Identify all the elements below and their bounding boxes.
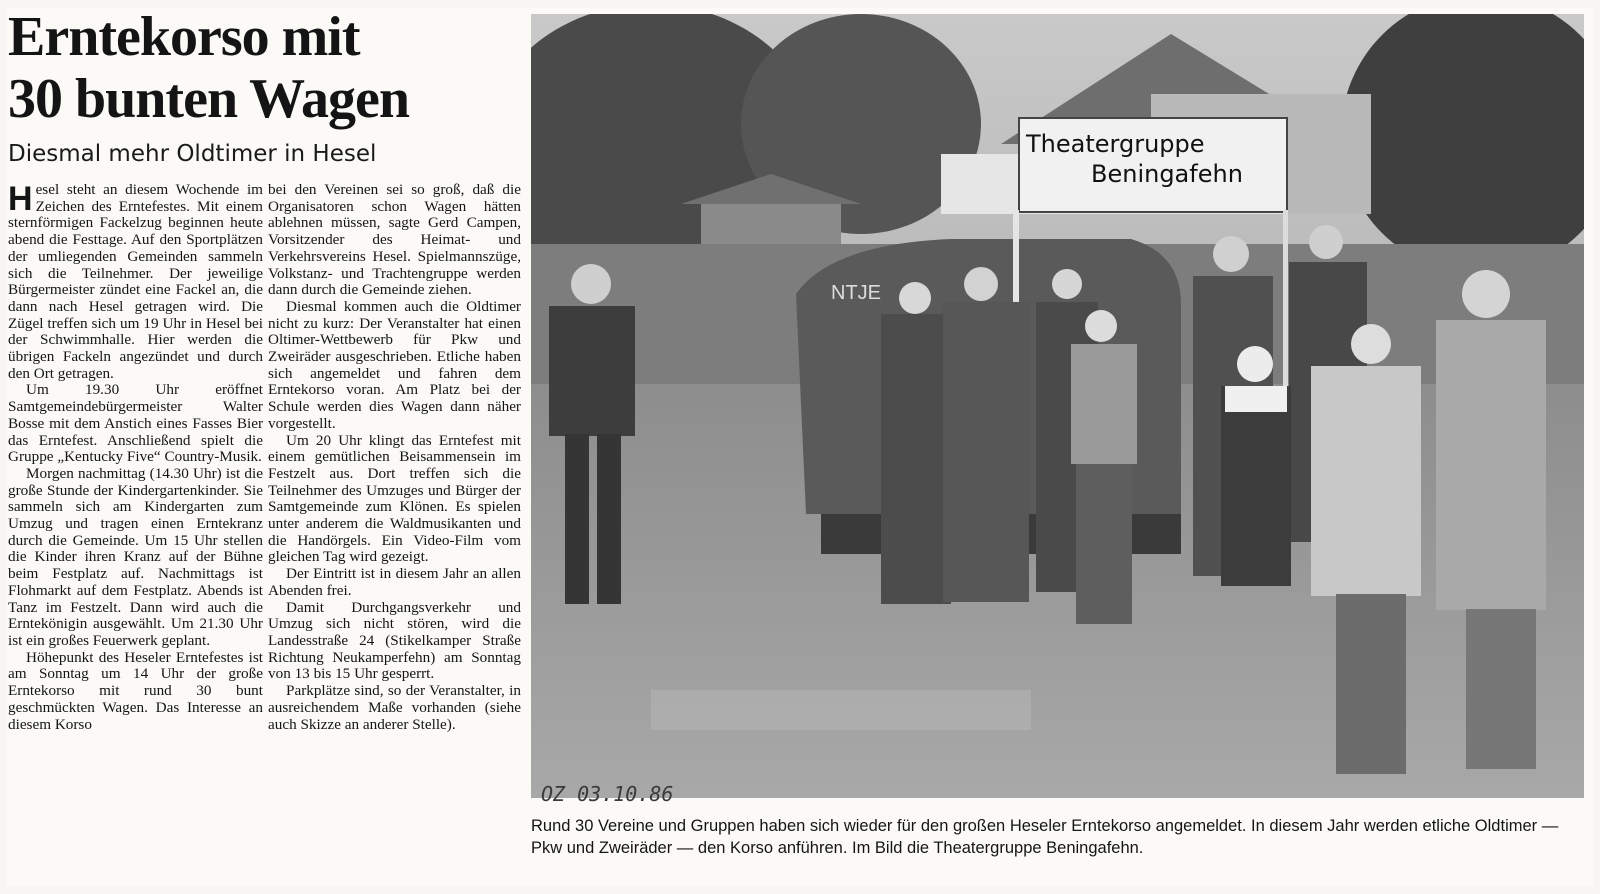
headline-line-1: Erntekorso mit	[8, 6, 360, 68]
paragraph: Morgen nachmittag (14.30 Uhr) ist die große Stunde der Kindergartenkinder. Sie sammeln sich am Kindergarten zum Umzug und tragen einen Erntekranz durch die Gemeinde. Um 15 Uhr stellen die Kinder ihren Kranz auf der Bühne beim Festplatz auf. Nachmittags ist Flohmarkt auf dem Festplatz. Abends ist Tanz im Festzelt. Dann wird auch die Erntekönigin ausgewählt. Um 21.30 Uhr ist ein großes Feuerwerk geplant.	[8, 464, 263, 649]
paragraph-text: esel steht an diesem Wochende im Zeichen des Erntefestes. Mit einem sternförmigen Fackelzug beginnen heute abend die Festtage. Auf den Sportplätzen der umliegenden Gemeinden sammeln sich die Teilnehmer. Der jeweilige Bürgermeister zündet eine Fackel an, die dann nach Hesel getragen wird. Die Zügel treffen sich um 19 Uhr in Hesel bei der Schwimmhalle. Hier werden die übrigen Fackeln angezündet und durch den Ort getragen.	[8, 181, 263, 382]
paragraph: Damit Durchgangsverkehr und Umzug sich nicht stören, wird die Landesstraße 24 (Stikelkamper Straße Richtung Neukamperfehn) am Sonntag von 13 bis 15 Uhr gesperrt.	[268, 598, 521, 683]
woman-dress	[943, 302, 1029, 602]
child-head	[1351, 324, 1391, 364]
headline-line-2: 30 bunten Wagen	[8, 68, 409, 130]
paragraph: Diesmal kommen auch die Oldtimer nicht zu kurz: Der Veranstalter hat einen Oltimer-Wettbewerb für Pkw und Zweiräder ausgeschrieben. Etliche haben sich angemeldet und fahren dem Erntekorso voran. Am Platz bei der Schule werden dies Wagen dann näher vorgestellt.	[268, 297, 521, 432]
man-leg-left	[565, 434, 589, 604]
girl-collar	[1225, 386, 1287, 412]
paragraph: Höhepunkt des Heseler Erntefestes ist am Sonntag um 14 Uhr der große Erntekorso mit rund 30 bunt geschmückten Wagen. Das Interesse an diesem Korso	[8, 648, 263, 733]
child-sweater	[1436, 320, 1546, 610]
girl-head	[1237, 346, 1273, 382]
subheadline: Diesmal mehr Oldtimer in Hesel	[8, 141, 377, 167]
child-sweater	[1311, 366, 1421, 596]
boy-head	[1085, 310, 1117, 342]
woman-head	[1052, 269, 1082, 299]
sign-line-1: Theatergruppe	[1026, 130, 1205, 158]
drop-cap: H	[8, 180, 33, 218]
woman-head	[964, 267, 998, 301]
parade-photo	[531, 14, 1584, 798]
headline	[8, 6, 528, 130]
sign-line-2: Beningafehn	[1091, 160, 1243, 188]
woman-head	[899, 282, 931, 314]
woman-dress	[881, 314, 951, 604]
boat-lettering: NTJE	[831, 282, 881, 304]
paragraph	[8, 182, 263, 382]
girl-dress	[1221, 386, 1291, 586]
article-column-1	[8, 182, 263, 733]
woman-head	[1213, 236, 1249, 272]
man-torso	[549, 306, 635, 436]
man-head	[571, 264, 611, 304]
paragraph: Der Eintritt ist in diesem Jahr an allen Abenden frei.	[268, 565, 521, 599]
child-head	[1462, 270, 1510, 318]
boy-shirt	[1071, 344, 1137, 464]
shop-watermark	[651, 690, 1031, 730]
paragraph: Um 19.30 Uhr eröffnet Samtgemeindebürgermeister Walter Bosse mit dem Anstich eines Fasses Bier das Erntefest. Anschließend spielt die Gruppe „Kentucky Five“ Country-Musik.	[8, 381, 263, 466]
boy-trousers	[1076, 464, 1132, 624]
child-trousers	[1466, 609, 1536, 769]
photo-caption: Rund 30 Vereine und Gruppen haben sich wieder für den großen Heseler Erntekorso angemeldet. In diesem Jahr werden etliche Oldtimer — Pkw und Zweiräder — den Korso anführen. Im Bild die Theatergruppe Beningafehn.	[531, 817, 1559, 857]
paragraph: Um 20 Uhr klingt das Erntefest mit einem gemütlichen Beisammensein im Festzelt aus. Dort treffen sich die Teilnehmer des Umzuges und Bürger der Samtgemeinde zum Klönen. Es spielen unter anderem die Waldmusikanten und die Handörgels. Ein Video-Film vom gleichen Tag wird gezeigt.	[268, 431, 521, 566]
handwritten-date: OZ 03.10.86	[541, 782, 674, 806]
woman-head	[1309, 225, 1343, 259]
paragraph: bei den Vereinen sei so groß, daß die Organisatoren schon Wagen hätten ablehnen müssen, sagte Gerd Campen, Vorsitzender des Heimat- und Verkehrsvereins Hesel. Spielmannszüge, Volkstanz- und Trachtengruppe werden dann durch die Gemeinde ziehen.	[268, 181, 521, 299]
paragraph: Parkplätze sind, so der Veranstalter, in ausreichendem Maße vorhanden (siehe auch Skizze an anderer Stelle).	[268, 682, 521, 733]
child-trousers	[1336, 594, 1406, 774]
article-column-2	[268, 182, 521, 733]
man-leg-right	[597, 434, 621, 604]
